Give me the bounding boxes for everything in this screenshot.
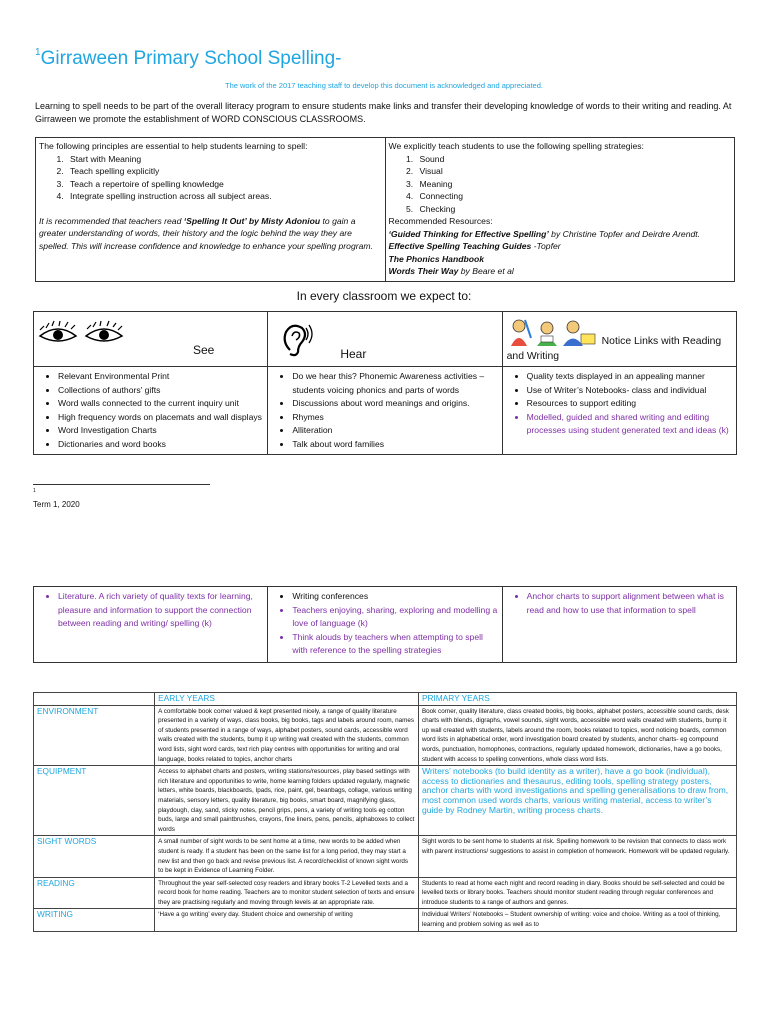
primary-years-cell: Students to read at home each night and record reading in diary. Books should be self-selected and could be levelled texts or library books. Teachers should monitor student reading through regular conferences and introduce students to a range of authors and genres. <box>418 877 736 909</box>
list-item: • Discussions about word meanings and origins. <box>292 397 497 411</box>
list-item: 5. Checking <box>416 203 732 216</box>
table-row <box>34 836 737 877</box>
list-item: • Writing conferences <box>292 590 497 604</box>
early-years-cell: Access to alphabet charts and posters, writing stations/resources, play based settings with rich literature and opportunities to write, home learning folders updated regularly, magnetic letters, white boards, blackboards, Ipads, rice, paint, gel, beanbags, collage, various writing materials, sensory letters, quality literature, big books, smart board, magnifying glass, playdough, clay, sand, sticky notes, pencil grips, pens, a variety of writing tools eg cotton buds, large and small paintbrushes, crayons, fine liners, pens, pencils, alphaboxes to collect words <box>155 766 419 836</box>
list-item: • Literature. A rich variety of quality texts for learning, pleasure and information to support the connection between reading and writing/ spelling (k) <box>58 590 263 631</box>
table-row <box>34 909 737 931</box>
table-row <box>34 877 737 909</box>
list-item: 2. Teach spelling explicitly <box>66 165 382 178</box>
hear-label: Hear <box>340 347 367 361</box>
list-item: • Teachers enjoying, sharing, exploring and modelling a love of language (k) <box>292 604 497 631</box>
primary-years-cell: Writers’ notebooks (to build identity as a writer), have a go book (individual), access to dictionaries and thesaurus, editing tools, spelling strategy posters, anchor charts with word investigations and spelling generalisations to draw from, most common used words charts, various writing material, access to writer’s guide by Rodney Martin, writing process charts. <box>418 766 736 836</box>
principles-list <box>39 153 382 203</box>
list-item: • Anchor charts to support alignment between what is read and how to use that information to spell <box>527 590 732 617</box>
list-item: • Rhymes <box>292 411 497 425</box>
list-item: • Resources to support editing <box>527 397 732 411</box>
notice-header-cell <box>502 312 736 367</box>
intro-paragraph: Learning to spell needs to be part of the overall literacy program to ensure students make links and transfer their developing knowledge of words to their writing and reading. At Girraween we promote the establishment of WORD CONSCIOUS CLASSROOMS. <box>35 101 732 124</box>
recommendation-text: It is recommended that teachers read ‘Spelling It Out’ by Misty Adoniou to gain a greater understanding of words, their history and the logic behind the way they are spelled. This will increase confidence and knowledge to enhance your spelling program. <box>39 215 373 251</box>
see-list <box>34 587 267 635</box>
list-item: 4. Integrate spelling instruction across all subject areas. <box>66 190 382 203</box>
resources-line-3: Words Their Way by Beare et al <box>388 266 514 276</box>
table-row <box>34 766 737 836</box>
list-item: • Think alouds by teachers when attempting to spell with reference to the spelling strategies <box>292 631 497 658</box>
list-item: • Modelled, guided and shared writing and editing processes using student generated text and ideas (k) <box>527 411 732 438</box>
grid-corner-cell <box>34 693 155 706</box>
hear-header-cell <box>268 312 502 367</box>
list-item: 1. Sound <box>416 153 732 166</box>
early-years-cell: A small number of sight words to be sent home at a time, new words to be added when student is ready. If a student has been on the same list for a long period, they may start a new list and then go back and revise previous list. A record/checklist of known sight words to be kept in Evidence of Learning Folder. <box>155 836 419 877</box>
principles-table <box>35 137 735 282</box>
footnote-ref: 1 <box>35 46 41 58</box>
early-years-cell: ‘Have a go writing’ every day. Student choice and ownership of writing <box>155 909 419 931</box>
list-item: 1. Start with Meaning <box>66 153 382 166</box>
list-item: • Do we hear this? Phonemic Awareness activities – students voicing phonics and parts of words <box>292 370 497 397</box>
primary-years-cell: Individual Writers’ Notebooks – Student ownership of writing: voice and choice. Writing as a tool of thinking, learning and problem solving as well as to <box>418 909 736 931</box>
strategies-heading: We explicitly teach students to use the following spelling strategies: <box>388 141 644 151</box>
resources-line-2: The Phonics Handbook <box>388 253 484 264</box>
row-label: SIGHT WORDS <box>34 836 155 877</box>
notice-list <box>503 587 736 621</box>
list-item: 3. Meaning <box>416 178 732 191</box>
footnote-term: Term 1, 2020 <box>33 500 80 509</box>
see-list <box>34 367 267 454</box>
list-item: 4. Connecting <box>416 190 732 203</box>
footnote-divider <box>33 484 210 485</box>
early-years-header: EARLY YEARS <box>155 693 419 706</box>
list-item: • Dictionaries and word books <box>58 438 263 452</box>
notice-label: Notice Links with Reading and Writing <box>506 336 722 362</box>
hear-items-cell <box>268 587 502 663</box>
years-grid <box>33 692 737 932</box>
eyes-icon <box>38 320 128 350</box>
strategies-cell <box>385 138 735 282</box>
strategies-list <box>389 153 732 216</box>
ear-icon <box>278 320 318 360</box>
notice-items-cell <box>502 587 736 663</box>
list-item: • Word walls connected to the current inquiry unit <box>58 397 263 411</box>
list-item: • Relevant Environmental Print <box>58 370 263 384</box>
list-item: • High frequency words on placemats and wall displays <box>58 411 263 425</box>
notice-list <box>503 367 736 441</box>
early-years-cell: A comfortable book corner valued & kept presented nicely, a range of quality literature presented in a variety of ways, class books, big books, tags and labels around room, names of students presented in a range of ways, alphabet posters, sound cards, accessible word walls created with the students, bump it up writing wall created with the students, common word lists, sight word cards, text rich play centres with opportunities for writing and oral language, books related to topics, anchor charts <box>155 705 419 766</box>
notice-items-cell <box>502 367 736 455</box>
title-text: Girraween Primary School Spelling- <box>40 48 342 69</box>
hear-list <box>268 367 501 454</box>
resources-heading: Recommended Resources: <box>388 216 493 226</box>
see-header-cell <box>34 312 268 367</box>
classroom-table-continued <box>33 586 737 663</box>
principles-cell <box>36 138 386 282</box>
row-label: READING <box>34 877 155 909</box>
acknowledgement: The work of the 2017 teaching staff to develop this document is acknowledged and appreciated. <box>225 81 543 90</box>
list-item: • Alliteration <box>292 424 497 438</box>
footnote-mark: 1 <box>33 488 36 494</box>
table-row <box>34 705 737 766</box>
page-title <box>35 48 342 70</box>
classroom-table <box>33 311 737 455</box>
list-item: • Talk about word families <box>292 438 497 452</box>
hear-items-cell <box>268 367 502 455</box>
early-years-cell: Throughout the year self-selected cosy readers and library books T-2 Levelled texts and a record book for home reading. Teachers are to monitor student selection of texts and ensure they are practising regularly and moving through levels at an appropriate rate. <box>155 877 419 909</box>
see-items-cell <box>34 367 268 455</box>
see-label: See <box>193 343 215 357</box>
primary-years-cell: Sight words to be sent home to students at risk. Spelling homework to be revision that connects to class work with parent instructions/ suggestions to assist in completion of homework. Homework will be updated regularly. <box>418 836 736 877</box>
list-item: • Collections of authors’ gifts <box>58 384 263 398</box>
list-item: • Word Investigation Charts <box>58 424 263 438</box>
row-label: ENVIRONMENT <box>34 705 155 766</box>
resources-line-1: ‘Guided Thinking for Effective Spelling’ by Christine Topfer and Deirdre Arendt. Effective Spelling Teaching Guides -Topfer <box>388 228 701 251</box>
primary-years-cell: Book corner, quality literature, class created books, big books, alphabet posters, accessible sound cards, desk charts with blends, digraphs, vowel sounds, sight words, accessible word walls created with students, bump it up wall created with students, labels around the room, books related to topics, word noticing boards, common word lists in alphabetical order, word investigation board created by students, anchor charts- eg compound words, punctuation, homophones, contractions, regularly updated homework, dictionaries, have a go books, student with access to spelling conventions, whole class word lists. <box>418 705 736 766</box>
list-item: • Quality texts displayed in an appealing manner <box>527 370 732 384</box>
list-item: 3. Teach a repertoire of spelling knowledge <box>66 178 382 191</box>
principles-heading: The following principles are essential to help students learning to spell: <box>39 141 308 151</box>
row-label: WRITING <box>34 909 155 931</box>
hear-list <box>268 587 501 662</box>
primary-years-header: PRIMARY YEARS <box>418 693 736 706</box>
row-label: EQUIPMENT <box>34 766 155 836</box>
see-items-cell <box>34 587 268 663</box>
grid-header-row <box>34 693 737 706</box>
classroom-heading: In every classroom we expect to: <box>296 289 472 303</box>
list-item: • Use of Writer’s Notebooks- class and individual <box>527 384 732 398</box>
list-item: 2. Visual <box>416 165 732 178</box>
